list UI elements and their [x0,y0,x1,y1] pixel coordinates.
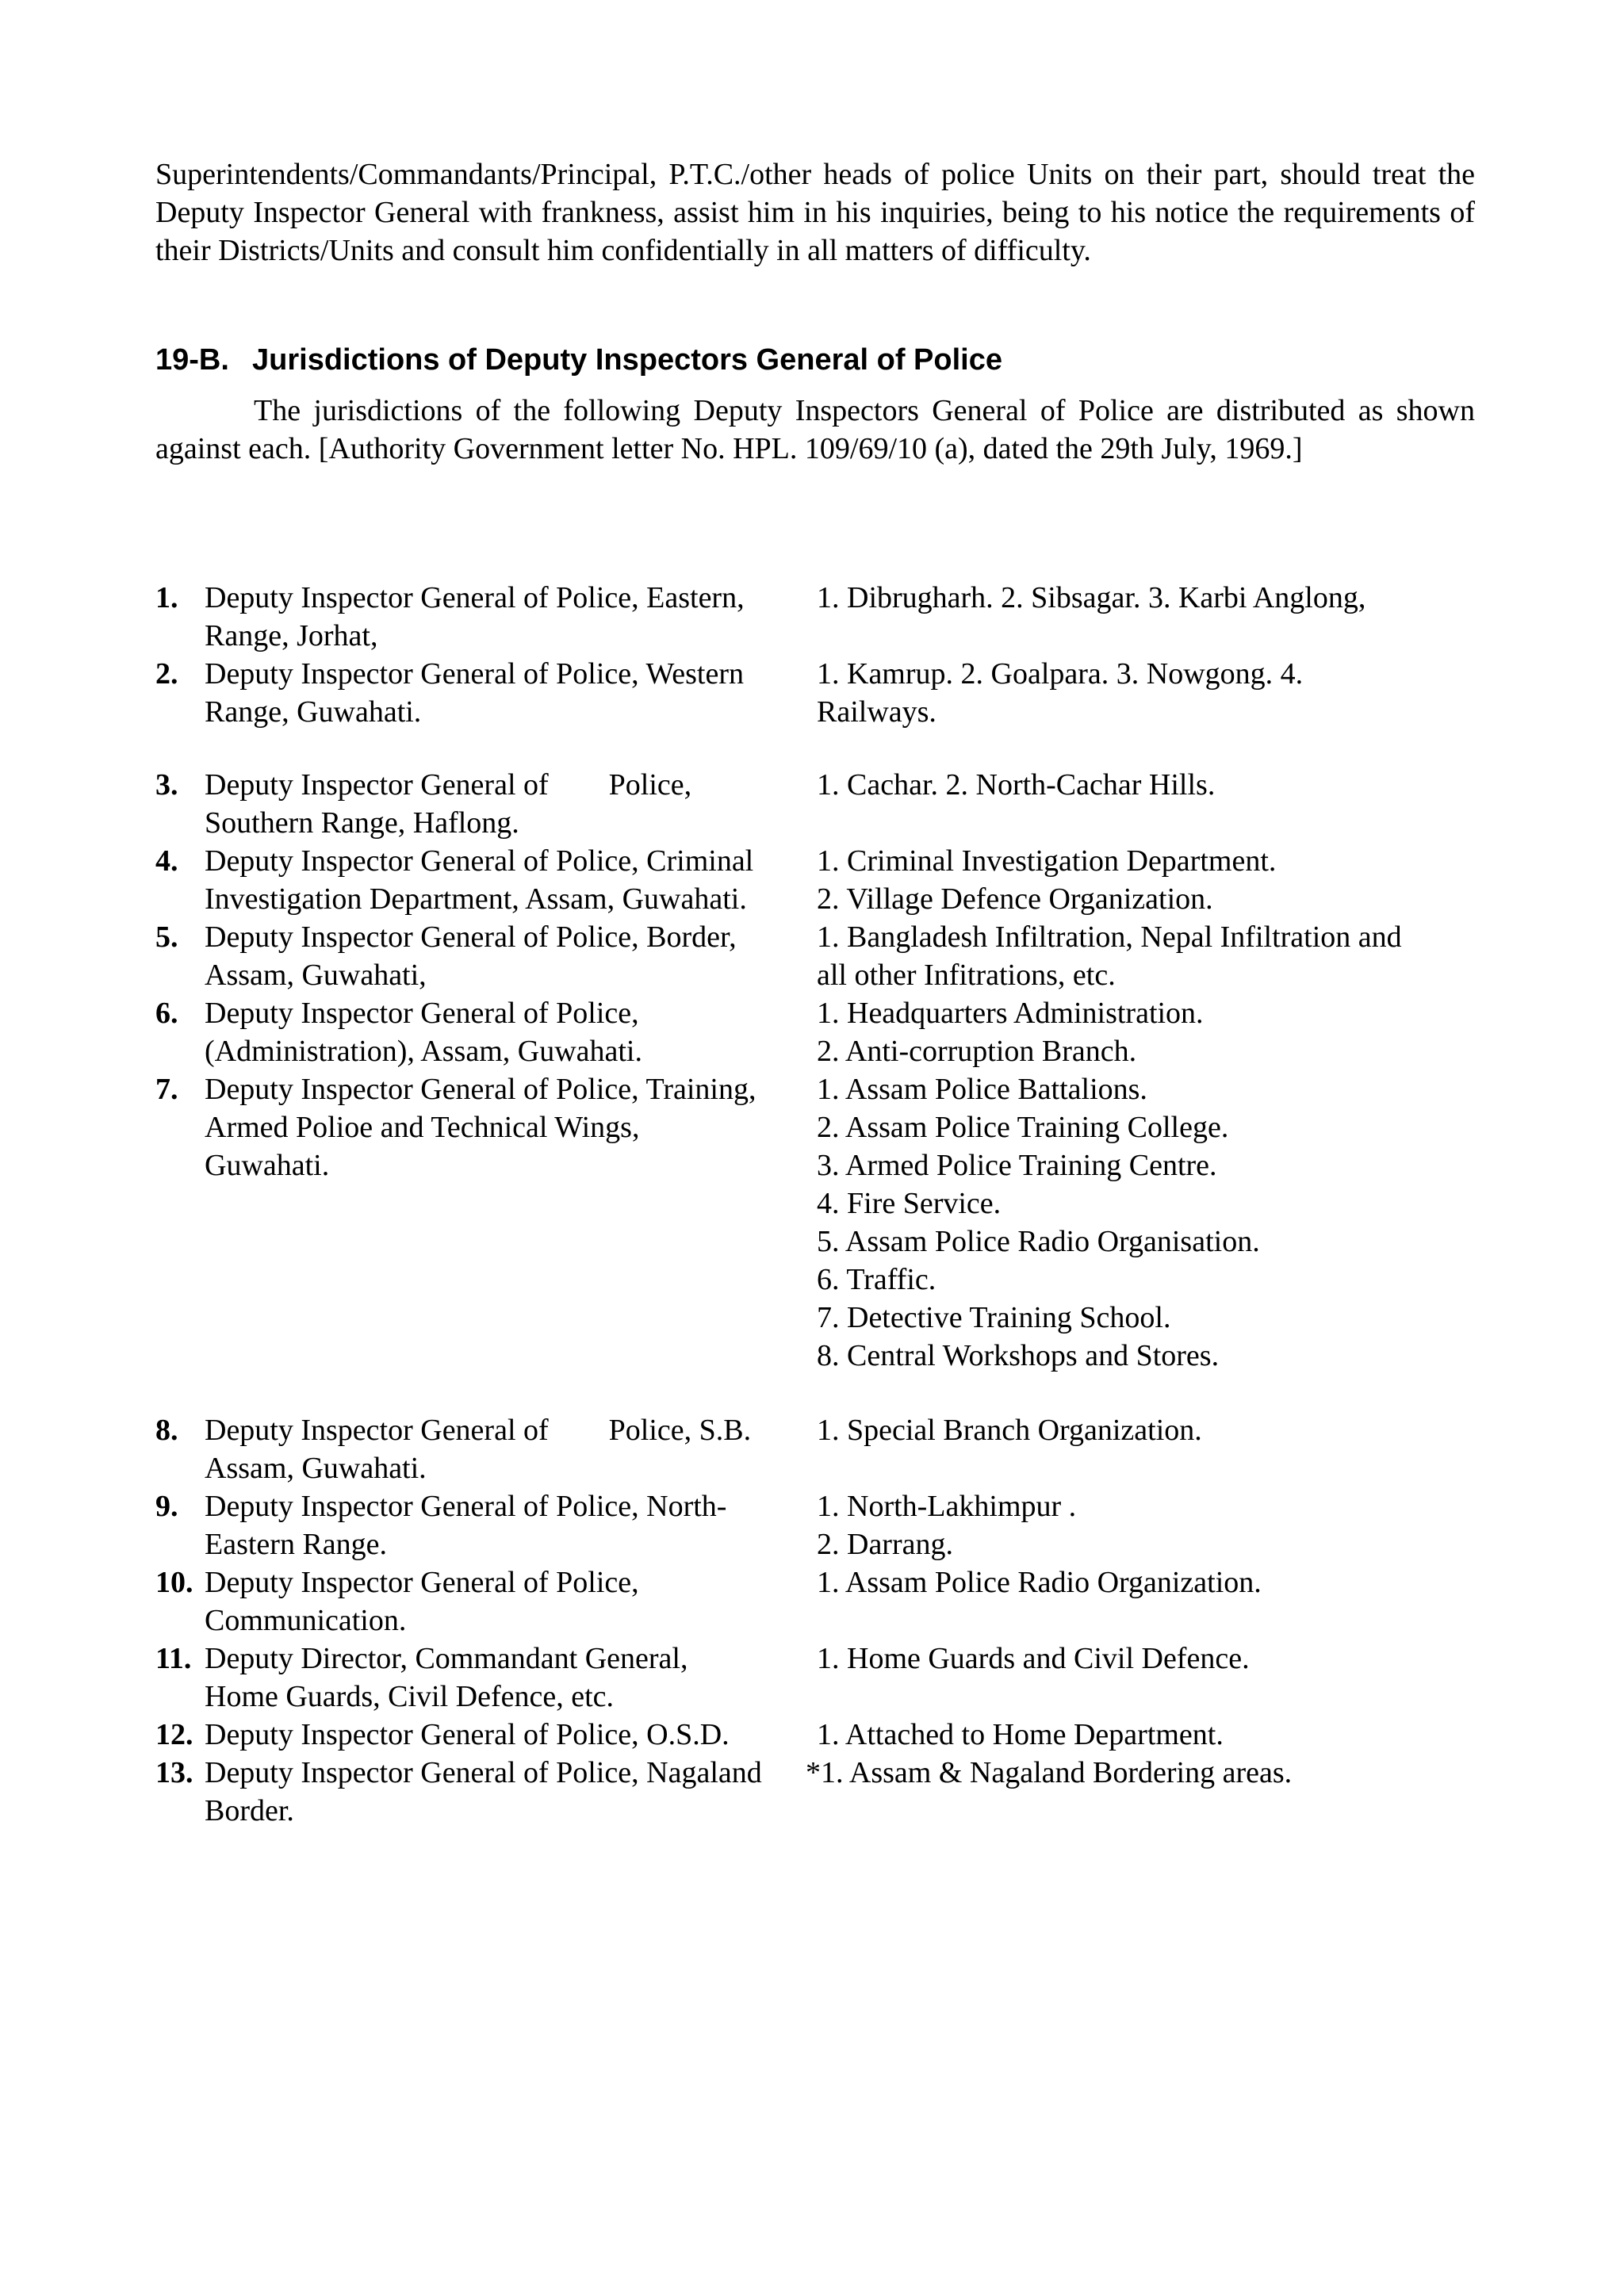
office-line: Deputy Inspector General of Police, O.S.D. [205,1718,730,1751]
office-line: Deputy Inspector General of Police, Eastern, [205,581,745,614]
entry-number: 9. [155,1490,178,1523]
entry-jurisdiction [817,1487,1515,1563]
entry-jurisdiction [817,579,1515,617]
office-line: Range, Jorhat, [205,619,378,652]
office-line: Communication. [205,1604,407,1637]
entry-jurisdiction [817,1640,1515,1678]
office-line: Armed Polioe and Technical Wings, [205,1111,640,1144]
jurisdiction-line: 8. Central Workshops and Stores. [817,1339,1220,1372]
jurisdiction-line: 1. Home Guards and Civil Defence. [817,1642,1250,1675]
entry-office [205,994,807,1070]
jurisdiction-line: 1. Headquarters Administration. [817,997,1204,1030]
entry-office [205,1487,807,1563]
entry-jurisdiction [806,1754,1503,1792]
jurisdiction-line: 6. Traffic. [817,1263,936,1296]
office-line: Deputy Inspector General of Police, Criminal [205,844,754,878]
jurisdiction-line: 3. Armed Police Training Centre. [817,1149,1217,1182]
entry-office [205,918,807,994]
entry-number: 8. [155,1414,178,1447]
entry-number: 3. [155,768,178,802]
entry-office [205,1563,807,1640]
entry-jurisdiction [817,655,1515,731]
entry-office [205,1754,807,1830]
jurisdiction-line: 1. Special Branch Organization. [817,1414,1202,1447]
jurisdiction-line: 2. Anti-corruption Branch. [817,1035,1137,1068]
office-line: Deputy Inspector General of Police, [205,768,692,802]
entry-number: 1. [155,581,178,614]
entry-number: 7. [155,1073,178,1106]
office-line: Range, Guwahati. [205,695,422,729]
jurisdiction-line: 1. Cachar. 2. North-Cachar Hills. [817,768,1216,802]
office-line: Deputy Inspector General of Police, Nagaland [205,1756,762,1789]
office-line: Deputy Inspector General of Police, Border, [205,920,737,954]
intro-paragraph: Superintendents/Commandants/Principal, P.T.C./other heads of police Units on their part, should treat the Deputy Inspector General with frankness, assist him in his inquiries, being to his notice the requirements of their Districts/Units and consult him confidentially in all matters of difficulty. [155,158,1475,267]
office-line: Assam, Guwahati, [205,959,427,992]
jurisdiction-line: 1. Attached to Home Department. [817,1718,1224,1751]
entry-jurisdiction [817,1716,1515,1754]
entry-jurisdiction [817,1070,1515,1375]
entry-number: 10. [155,1566,193,1599]
entry-office [205,655,807,731]
entry-number: 2. [155,657,178,691]
jurisdiction-line: 1. North-Lakhimpur . [817,1490,1077,1523]
entry-jurisdiction [817,1411,1515,1449]
office-line: Deputy Inspector General of Police, Training, [205,1073,756,1106]
office-line: Home Guards, Civil Defence, etc. [205,1680,614,1713]
jurisdiction-line: 2. Darrang. [817,1528,953,1561]
entry-number: 4. [155,844,178,878]
entry-jurisdiction [817,994,1515,1070]
entry-jurisdiction [817,1563,1515,1601]
entry-office [205,842,807,918]
jurisdiction-line: 2. Assam Police Training College. [817,1111,1229,1144]
entry-jurisdiction [817,766,1515,804]
office-line: Assam, Guwahati. [205,1452,427,1485]
jurisdiction-line: all other Infitrations, etc. [817,959,1116,992]
jurisdiction-line: *1. Assam & Nagaland Bordering areas. [806,1756,1293,1789]
entry-number: 13. [155,1756,193,1789]
office-line: Deputy Inspector General of Police, Western [205,657,745,691]
office-line: (Administration), Assam, Guwahati. [205,1035,642,1068]
entry-office [205,579,807,655]
jurisdiction-line: 1. Assam Police Radio Organization. [817,1566,1262,1599]
jurisdiction-line: 5. Assam Police Radio Organisation. [817,1225,1260,1258]
section-body: The jurisdictions of the following Deputy Inspectors General of Police are distributed as shown against each. [Authority Government letter No. HPL. 109/69/10 (a), dated the 29th July, 1969.] [155,394,1475,465]
jurisdiction-line: 1. Dibrugharh. 2. Sibsagar. 3. Karbi Anglong, [817,581,1366,614]
entry-office [205,766,807,842]
entry-office [205,1411,807,1487]
entry-office [205,1070,807,1184]
jurisdiction-line: 7. Detective Training School. [817,1301,1171,1334]
jurisdiction-line: 1. Bangladesh Infiltration, Nepal Infiltration and [817,920,1402,954]
entry-number: 5. [155,920,178,954]
office-line: Deputy Director, Commandant General, [205,1642,688,1675]
entry-number: 12. [155,1718,193,1751]
jurisdiction-line: Railways. [817,695,936,729]
office-line: Deputy Inspector General of Police, S.B. [205,1414,752,1447]
office-line: Guwahati. [205,1149,330,1182]
entry-office [205,1640,807,1716]
office-line: Investigation Department, Assam, Guwahati. [205,882,747,916]
section-number: 19-B. [155,343,229,377]
office-line: Eastern Range. [205,1528,388,1561]
office-line: Deputy Inspector General of Police, [205,1566,639,1599]
jurisdiction-line: 1. Assam Police Battalions. [817,1073,1147,1106]
entry-number: 6. [155,997,178,1030]
jurisdiction-line: 2. Village Defence Organization. [817,882,1213,916]
office-line: Deputy Inspector General of Police, [205,997,639,1030]
office-line: Border. [205,1794,294,1827]
jurisdiction-line: 4. Fire Service. [817,1187,1002,1220]
entry-office [205,1716,807,1754]
office-line: Southern Range, Haflong. [205,806,519,840]
section-title: Jurisdictions of Deputy Inspectors General of Police [252,343,1002,377]
entry-jurisdiction [817,918,1515,994]
jurisdiction-line: 1. Kamrup. 2. Goalpara. 3. Nowgong. 4. [817,657,1304,691]
section-heading [155,341,1002,379]
office-line: Deputy Inspector General of Police, North- [205,1490,727,1523]
jurisdiction-line: 1. Criminal Investigation Department. [817,844,1277,878]
entry-number: 11. [155,1642,192,1675]
entry-jurisdiction [817,842,1515,918]
